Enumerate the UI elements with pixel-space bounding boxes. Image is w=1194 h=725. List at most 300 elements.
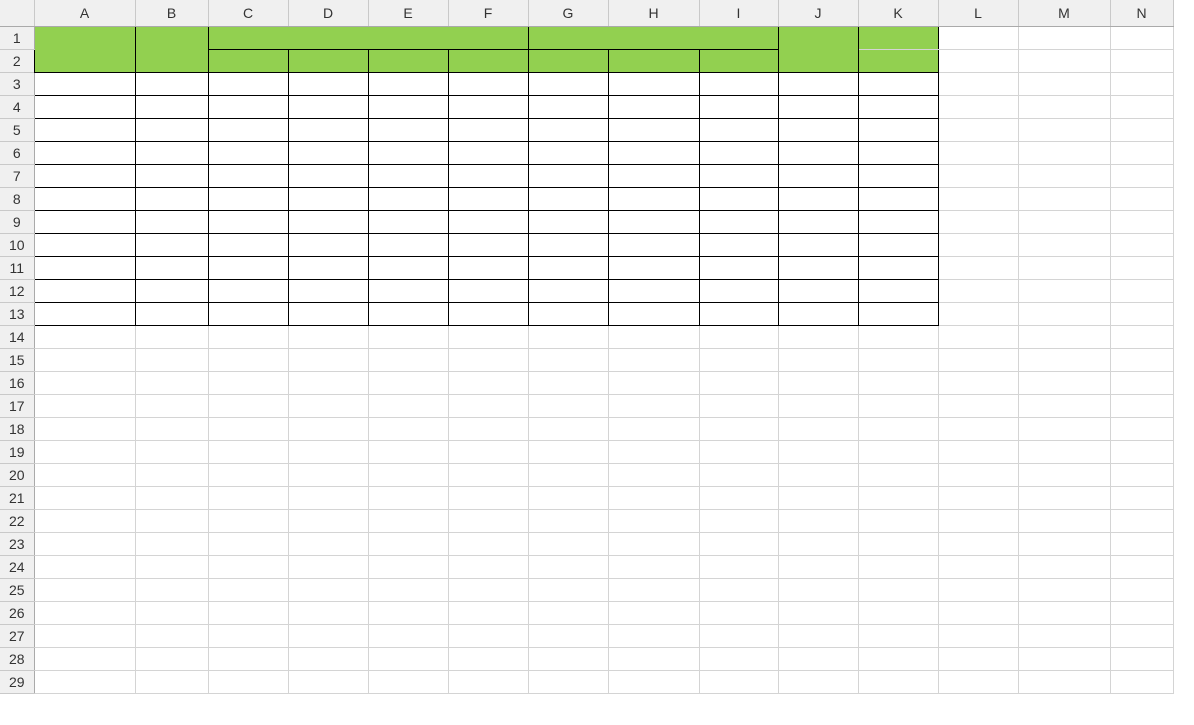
empty-cell[interactable] <box>1018 624 1110 647</box>
empty-cell[interactable] <box>368 394 448 417</box>
cell-fl[interactable] <box>288 279 368 302</box>
empty-cell[interactable] <box>778 371 858 394</box>
cell-tot-draw[interactable] <box>699 233 778 256</box>
empty-cell[interactable] <box>368 647 448 670</box>
empty-cell[interactable] <box>448 463 528 486</box>
empty-cell[interactable] <box>208 417 288 440</box>
cell-tot[interactable] <box>448 279 528 302</box>
cell-hand[interactable] <box>34 210 135 233</box>
header-total-percent[interactable] <box>778 26 858 72</box>
cell-tot[interactable] <box>448 210 528 233</box>
empty-cell[interactable] <box>288 325 368 348</box>
cell-str[interactable] <box>208 141 288 164</box>
row-header-18[interactable]: 18 <box>0 417 34 440</box>
empty-cell[interactable] <box>448 348 528 371</box>
legend-key[interactable] <box>34 486 135 509</box>
header-odds-ratio[interactable] <box>858 49 938 72</box>
cell-tot-draw[interactable] <box>699 279 778 302</box>
empty-cell[interactable] <box>858 670 938 693</box>
cell-total-percent[interactable] <box>778 256 858 279</box>
row-header-3[interactable]: 3 <box>0 72 34 95</box>
cell-example[interactable] <box>135 187 208 210</box>
cell-fl[interactable] <box>288 233 368 256</box>
empty-cell[interactable] <box>368 578 448 601</box>
row-header-7[interactable]: 7 <box>0 164 34 187</box>
header-draw[interactable] <box>528 26 778 49</box>
cell-oesd[interactable] <box>528 210 608 233</box>
cell-odds[interactable] <box>858 164 938 187</box>
empty-cell[interactable] <box>208 670 288 693</box>
empty-cell[interactable] <box>778 647 858 670</box>
empty-cell[interactable] <box>1018 670 1110 693</box>
header-made-hand[interactable] <box>208 26 528 49</box>
empty-cell[interactable] <box>778 486 858 509</box>
note-text[interactable] <box>528 578 608 601</box>
empty-cell[interactable] <box>34 325 135 348</box>
cell-tot-draw[interactable] <box>699 141 778 164</box>
legend-key[interactable] <box>34 371 135 394</box>
empty-cell[interactable] <box>1110 49 1173 72</box>
legend-value[interactable] <box>135 348 208 371</box>
empty-cell[interactable] <box>1018 164 1110 187</box>
note-text[interactable] <box>528 394 608 417</box>
empty-cell[interactable] <box>1110 187 1173 210</box>
empty-cell[interactable] <box>288 394 368 417</box>
empty-cell[interactable] <box>368 486 448 509</box>
cell-fl[interactable] <box>288 72 368 95</box>
cell-example[interactable] <box>135 72 208 95</box>
cell-two-pair[interactable] <box>368 210 448 233</box>
cell-hand[interactable] <box>34 256 135 279</box>
empty-cell[interactable] <box>368 325 448 348</box>
cell-fl[interactable] <box>288 95 368 118</box>
cell-fd[interactable] <box>608 279 699 302</box>
empty-cell[interactable] <box>1018 279 1110 302</box>
empty-cell[interactable] <box>208 463 288 486</box>
empty-cell[interactable] <box>1110 509 1173 532</box>
cell-hand[interactable] <box>34 187 135 210</box>
empty-cell[interactable] <box>448 417 528 440</box>
empty-cell[interactable] <box>938 486 1018 509</box>
legend-key[interactable] <box>34 440 135 463</box>
empty-cell[interactable] <box>34 578 135 601</box>
note-text[interactable] <box>528 532 608 555</box>
column-header-f[interactable]: F <box>448 0 528 26</box>
empty-cell[interactable] <box>1110 371 1173 394</box>
column-header-d[interactable]: D <box>288 0 368 26</box>
cell-str[interactable] <box>208 256 288 279</box>
empty-cell[interactable] <box>778 348 858 371</box>
empty-cell[interactable] <box>858 463 938 486</box>
empty-cell[interactable] <box>1018 95 1110 118</box>
cell-str[interactable] <box>208 187 288 210</box>
cell-oesd[interactable] <box>528 233 608 256</box>
empty-cell[interactable] <box>608 624 699 647</box>
empty-cell[interactable] <box>208 440 288 463</box>
empty-cell[interactable] <box>368 624 448 647</box>
empty-cell[interactable] <box>1018 532 1110 555</box>
empty-cell[interactable] <box>1018 555 1110 578</box>
empty-cell[interactable] <box>938 578 1018 601</box>
cell-tot[interactable] <box>448 256 528 279</box>
empty-cell[interactable] <box>778 601 858 624</box>
note-text[interactable] <box>528 555 608 578</box>
empty-cell[interactable] <box>608 670 699 693</box>
column-header-a[interactable]: A <box>34 0 135 26</box>
row-header-28[interactable]: 28 <box>0 647 34 670</box>
empty-cell[interactable] <box>1018 118 1110 141</box>
cell-hand[interactable] <box>34 95 135 118</box>
cell-tot[interactable] <box>448 187 528 210</box>
column-header-n[interactable]: N <box>1110 0 1173 26</box>
row-header-27[interactable]: 27 <box>0 624 34 647</box>
empty-cell[interactable] <box>34 601 135 624</box>
column-header-j[interactable]: J <box>778 0 858 26</box>
empty-cell[interactable] <box>1110 417 1173 440</box>
empty-cell[interactable] <box>1110 532 1173 555</box>
cell-hand[interactable] <box>34 233 135 256</box>
empty-cell[interactable] <box>448 532 528 555</box>
empty-cell[interactable] <box>1018 302 1110 325</box>
cell-fd[interactable] <box>608 141 699 164</box>
empty-cell[interactable] <box>135 647 208 670</box>
row-header-21[interactable]: 21 <box>0 486 34 509</box>
empty-cell[interactable] <box>778 440 858 463</box>
note-text[interactable] <box>528 670 608 693</box>
cell-hand[interactable] <box>34 118 135 141</box>
empty-cell[interactable] <box>858 417 938 440</box>
empty-cell[interactable] <box>699 624 778 647</box>
empty-cell[interactable] <box>34 647 135 670</box>
row-header-22[interactable]: 22 <box>0 509 34 532</box>
empty-cell[interactable] <box>448 647 528 670</box>
note-text[interactable] <box>528 417 608 440</box>
empty-cell[interactable] <box>208 325 288 348</box>
empty-cell[interactable] <box>1110 164 1173 187</box>
empty-cell[interactable] <box>938 417 1018 440</box>
empty-cell[interactable] <box>778 670 858 693</box>
empty-cell[interactable] <box>938 210 1018 233</box>
empty-cell[interactable] <box>448 371 528 394</box>
empty-cell[interactable] <box>1018 509 1110 532</box>
cell-oesd[interactable] <box>528 141 608 164</box>
empty-cell[interactable] <box>288 440 368 463</box>
empty-cell[interactable] <box>1018 463 1110 486</box>
empty-cell[interactable] <box>1110 486 1173 509</box>
cell-hand[interactable] <box>34 72 135 95</box>
row-header-13[interactable]: 13 <box>0 302 34 325</box>
empty-cell[interactable] <box>34 624 135 647</box>
row-header-9[interactable]: 9 <box>0 210 34 233</box>
legend-value[interactable] <box>135 555 208 578</box>
empty-cell[interactable] <box>778 578 858 601</box>
cell-fd[interactable] <box>608 72 699 95</box>
empty-cell[interactable] <box>288 624 368 647</box>
legend-value[interactable] <box>135 532 208 555</box>
empty-cell[interactable] <box>288 532 368 555</box>
empty-cell[interactable] <box>938 325 1018 348</box>
empty-cell[interactable] <box>1018 486 1110 509</box>
note-text[interactable] <box>528 348 608 371</box>
cell-fd[interactable] <box>608 164 699 187</box>
empty-cell[interactable] <box>938 95 1018 118</box>
empty-cell[interactable] <box>938 394 1018 417</box>
empty-cell[interactable] <box>938 555 1018 578</box>
empty-cell[interactable] <box>608 601 699 624</box>
row-header-2[interactable]: 2 <box>0 49 34 72</box>
empty-cell[interactable] <box>608 348 699 371</box>
empty-cell[interactable] <box>208 509 288 532</box>
empty-cell[interactable] <box>208 486 288 509</box>
cell-fd[interactable] <box>608 302 699 325</box>
empty-cell[interactable] <box>858 555 938 578</box>
empty-cell[interactable] <box>1110 601 1173 624</box>
legend-key[interactable] <box>34 532 135 555</box>
empty-cell[interactable] <box>938 647 1018 670</box>
empty-cell[interactable] <box>938 302 1018 325</box>
legend-value[interactable] <box>135 463 208 486</box>
empty-cell[interactable] <box>699 555 778 578</box>
cell-odds[interactable] <box>858 95 938 118</box>
empty-cell[interactable] <box>1018 371 1110 394</box>
empty-cell[interactable] <box>699 417 778 440</box>
column-header-m[interactable]: M <box>1018 0 1110 26</box>
cell-fl[interactable] <box>288 118 368 141</box>
empty-cell[interactable] <box>135 325 208 348</box>
cell-tot-draw[interactable] <box>699 302 778 325</box>
empty-cell[interactable] <box>448 578 528 601</box>
cell-tot[interactable] <box>448 118 528 141</box>
header-two-pair[interactable] <box>368 49 448 72</box>
empty-cell[interactable] <box>699 601 778 624</box>
empty-cell[interactable] <box>288 555 368 578</box>
empty-cell[interactable] <box>699 371 778 394</box>
cell-fd[interactable] <box>608 118 699 141</box>
header-tot[interactable] <box>448 49 528 72</box>
empty-cell[interactable] <box>699 509 778 532</box>
empty-cell[interactable] <box>208 624 288 647</box>
empty-cell[interactable] <box>608 394 699 417</box>
empty-cell[interactable] <box>938 233 1018 256</box>
cell-odds[interactable] <box>858 118 938 141</box>
legend-value[interactable] <box>135 417 208 440</box>
cell-odds[interactable] <box>858 279 938 302</box>
empty-cell[interactable] <box>1110 440 1173 463</box>
cell-odds[interactable] <box>858 302 938 325</box>
empty-cell[interactable] <box>368 463 448 486</box>
row-header-6[interactable]: 6 <box>0 141 34 164</box>
cell-two-pair[interactable] <box>368 302 448 325</box>
empty-cell[interactable] <box>368 509 448 532</box>
cell-tot[interactable] <box>448 233 528 256</box>
empty-cell[interactable] <box>368 601 448 624</box>
empty-cell[interactable] <box>778 394 858 417</box>
cell-fd[interactable] <box>608 210 699 233</box>
legend-key[interactable] <box>34 348 135 371</box>
cell-two-pair[interactable] <box>368 279 448 302</box>
cell-example[interactable] <box>135 256 208 279</box>
empty-cell[interactable] <box>858 394 938 417</box>
cell-str[interactable] <box>208 118 288 141</box>
empty-cell[interactable] <box>608 371 699 394</box>
empty-cell[interactable] <box>135 578 208 601</box>
cell-tot-draw[interactable] <box>699 210 778 233</box>
cell-hand[interactable] <box>34 141 135 164</box>
column-header-b[interactable]: B <box>135 0 208 26</box>
cell-tot[interactable] <box>448 141 528 164</box>
empty-cell[interactable] <box>288 670 368 693</box>
cell-str[interactable] <box>208 164 288 187</box>
empty-cell[interactable] <box>938 348 1018 371</box>
empty-cell[interactable] <box>858 325 938 348</box>
cell-total-percent[interactable] <box>778 233 858 256</box>
row-header-15[interactable]: 15 <box>0 348 34 371</box>
header-fd[interactable] <box>608 49 699 72</box>
empty-cell[interactable] <box>938 72 1018 95</box>
empty-cell[interactable] <box>448 440 528 463</box>
empty-cell[interactable] <box>1110 624 1173 647</box>
cell-str[interactable] <box>208 72 288 95</box>
empty-cell[interactable] <box>1018 233 1110 256</box>
empty-cell[interactable] <box>938 118 1018 141</box>
legend-key[interactable] <box>34 417 135 440</box>
empty-cell[interactable] <box>528 325 608 348</box>
cell-fl[interactable] <box>288 164 368 187</box>
empty-cell[interactable] <box>938 49 1018 72</box>
empty-cell[interactable] <box>938 624 1018 647</box>
empty-cell[interactable] <box>608 325 699 348</box>
cell-odds[interactable] <box>858 72 938 95</box>
cell-fd[interactable] <box>608 233 699 256</box>
empty-cell[interactable] <box>608 555 699 578</box>
empty-cell[interactable] <box>1110 555 1173 578</box>
cell-two-pair[interactable] <box>368 164 448 187</box>
row-header-4[interactable]: 4 <box>0 95 34 118</box>
empty-cell[interactable] <box>448 601 528 624</box>
empty-cell[interactable] <box>448 486 528 509</box>
cell-fl[interactable] <box>288 187 368 210</box>
empty-cell[interactable] <box>608 440 699 463</box>
empty-cell[interactable] <box>448 624 528 647</box>
header-oesd[interactable] <box>528 49 608 72</box>
empty-cell[interactable] <box>288 348 368 371</box>
empty-cell[interactable] <box>938 532 1018 555</box>
note-text[interactable] <box>528 440 608 463</box>
empty-cell[interactable] <box>1110 348 1173 371</box>
cell-hand[interactable] <box>34 279 135 302</box>
empty-cell[interactable] <box>288 371 368 394</box>
cell-str[interactable] <box>208 95 288 118</box>
empty-cell[interactable] <box>1018 394 1110 417</box>
empty-cell[interactable] <box>938 670 1018 693</box>
cell-tot-draw[interactable] <box>699 164 778 187</box>
cell-two-pair[interactable] <box>368 95 448 118</box>
row-header-16[interactable]: 16 <box>0 371 34 394</box>
empty-cell[interactable] <box>1110 647 1173 670</box>
cell-total-percent[interactable] <box>778 302 858 325</box>
cell-fl[interactable] <box>288 302 368 325</box>
cell-fl[interactable] <box>288 256 368 279</box>
cell-total-percent[interactable] <box>778 118 858 141</box>
empty-cell[interactable] <box>778 463 858 486</box>
cell-oesd[interactable] <box>528 256 608 279</box>
empty-cell[interactable] <box>288 463 368 486</box>
cell-oesd[interactable] <box>528 279 608 302</box>
cell-example[interactable] <box>135 118 208 141</box>
empty-cell[interactable] <box>608 486 699 509</box>
empty-cell[interactable] <box>938 141 1018 164</box>
header-example[interactable] <box>135 26 208 72</box>
empty-cell[interactable] <box>288 647 368 670</box>
cell-fd[interactable] <box>608 187 699 210</box>
empty-cell[interactable] <box>135 601 208 624</box>
legend-key[interactable] <box>34 509 135 532</box>
row-header-17[interactable]: 17 <box>0 394 34 417</box>
empty-cell[interactable] <box>448 670 528 693</box>
empty-cell[interactable] <box>858 486 938 509</box>
cell-example[interactable] <box>135 279 208 302</box>
empty-cell[interactable] <box>1110 233 1173 256</box>
empty-cell[interactable] <box>208 348 288 371</box>
empty-cell[interactable] <box>368 670 448 693</box>
legend-value[interactable] <box>135 486 208 509</box>
column-header-g[interactable]: G <box>528 0 608 26</box>
empty-cell[interactable] <box>368 555 448 578</box>
row-header-11[interactable]: 11 <box>0 256 34 279</box>
empty-cell[interactable] <box>938 371 1018 394</box>
empty-cell[interactable] <box>208 532 288 555</box>
empty-cell[interactable] <box>938 509 1018 532</box>
cell-tot-draw[interactable] <box>699 187 778 210</box>
row-header-20[interactable]: 20 <box>0 463 34 486</box>
cell-tot[interactable] <box>448 302 528 325</box>
empty-cell[interactable] <box>368 440 448 463</box>
empty-cell[interactable] <box>938 463 1018 486</box>
empty-cell[interactable] <box>1018 187 1110 210</box>
empty-cell[interactable] <box>135 670 208 693</box>
empty-cell[interactable] <box>608 578 699 601</box>
empty-cell[interactable] <box>1018 141 1110 164</box>
empty-cell[interactable] <box>1018 256 1110 279</box>
select-all-corner[interactable] <box>0 0 34 26</box>
empty-cell[interactable] <box>858 440 938 463</box>
empty-cell[interactable] <box>778 624 858 647</box>
empty-cell[interactable] <box>778 555 858 578</box>
empty-cell[interactable] <box>699 486 778 509</box>
cell-str[interactable] <box>208 279 288 302</box>
note-text[interactable] <box>528 624 608 647</box>
empty-cell[interactable] <box>135 624 208 647</box>
empty-cell[interactable] <box>448 325 528 348</box>
empty-cell[interactable] <box>938 279 1018 302</box>
note-text[interactable] <box>528 601 608 624</box>
cell-two-pair[interactable] <box>368 256 448 279</box>
empty-cell[interactable] <box>858 601 938 624</box>
cell-tot[interactable] <box>448 72 528 95</box>
empty-cell[interactable] <box>208 394 288 417</box>
empty-cell[interactable] <box>608 532 699 555</box>
empty-cell[interactable] <box>368 532 448 555</box>
cell-hand[interactable] <box>34 302 135 325</box>
cell-example[interactable] <box>135 233 208 256</box>
legend-key[interactable] <box>34 555 135 578</box>
cell-str[interactable] <box>208 210 288 233</box>
cell-example[interactable] <box>135 210 208 233</box>
cell-oesd[interactable] <box>528 118 608 141</box>
empty-cell[interactable] <box>368 348 448 371</box>
column-header-k[interactable]: K <box>858 0 938 26</box>
empty-cell[interactable] <box>858 578 938 601</box>
